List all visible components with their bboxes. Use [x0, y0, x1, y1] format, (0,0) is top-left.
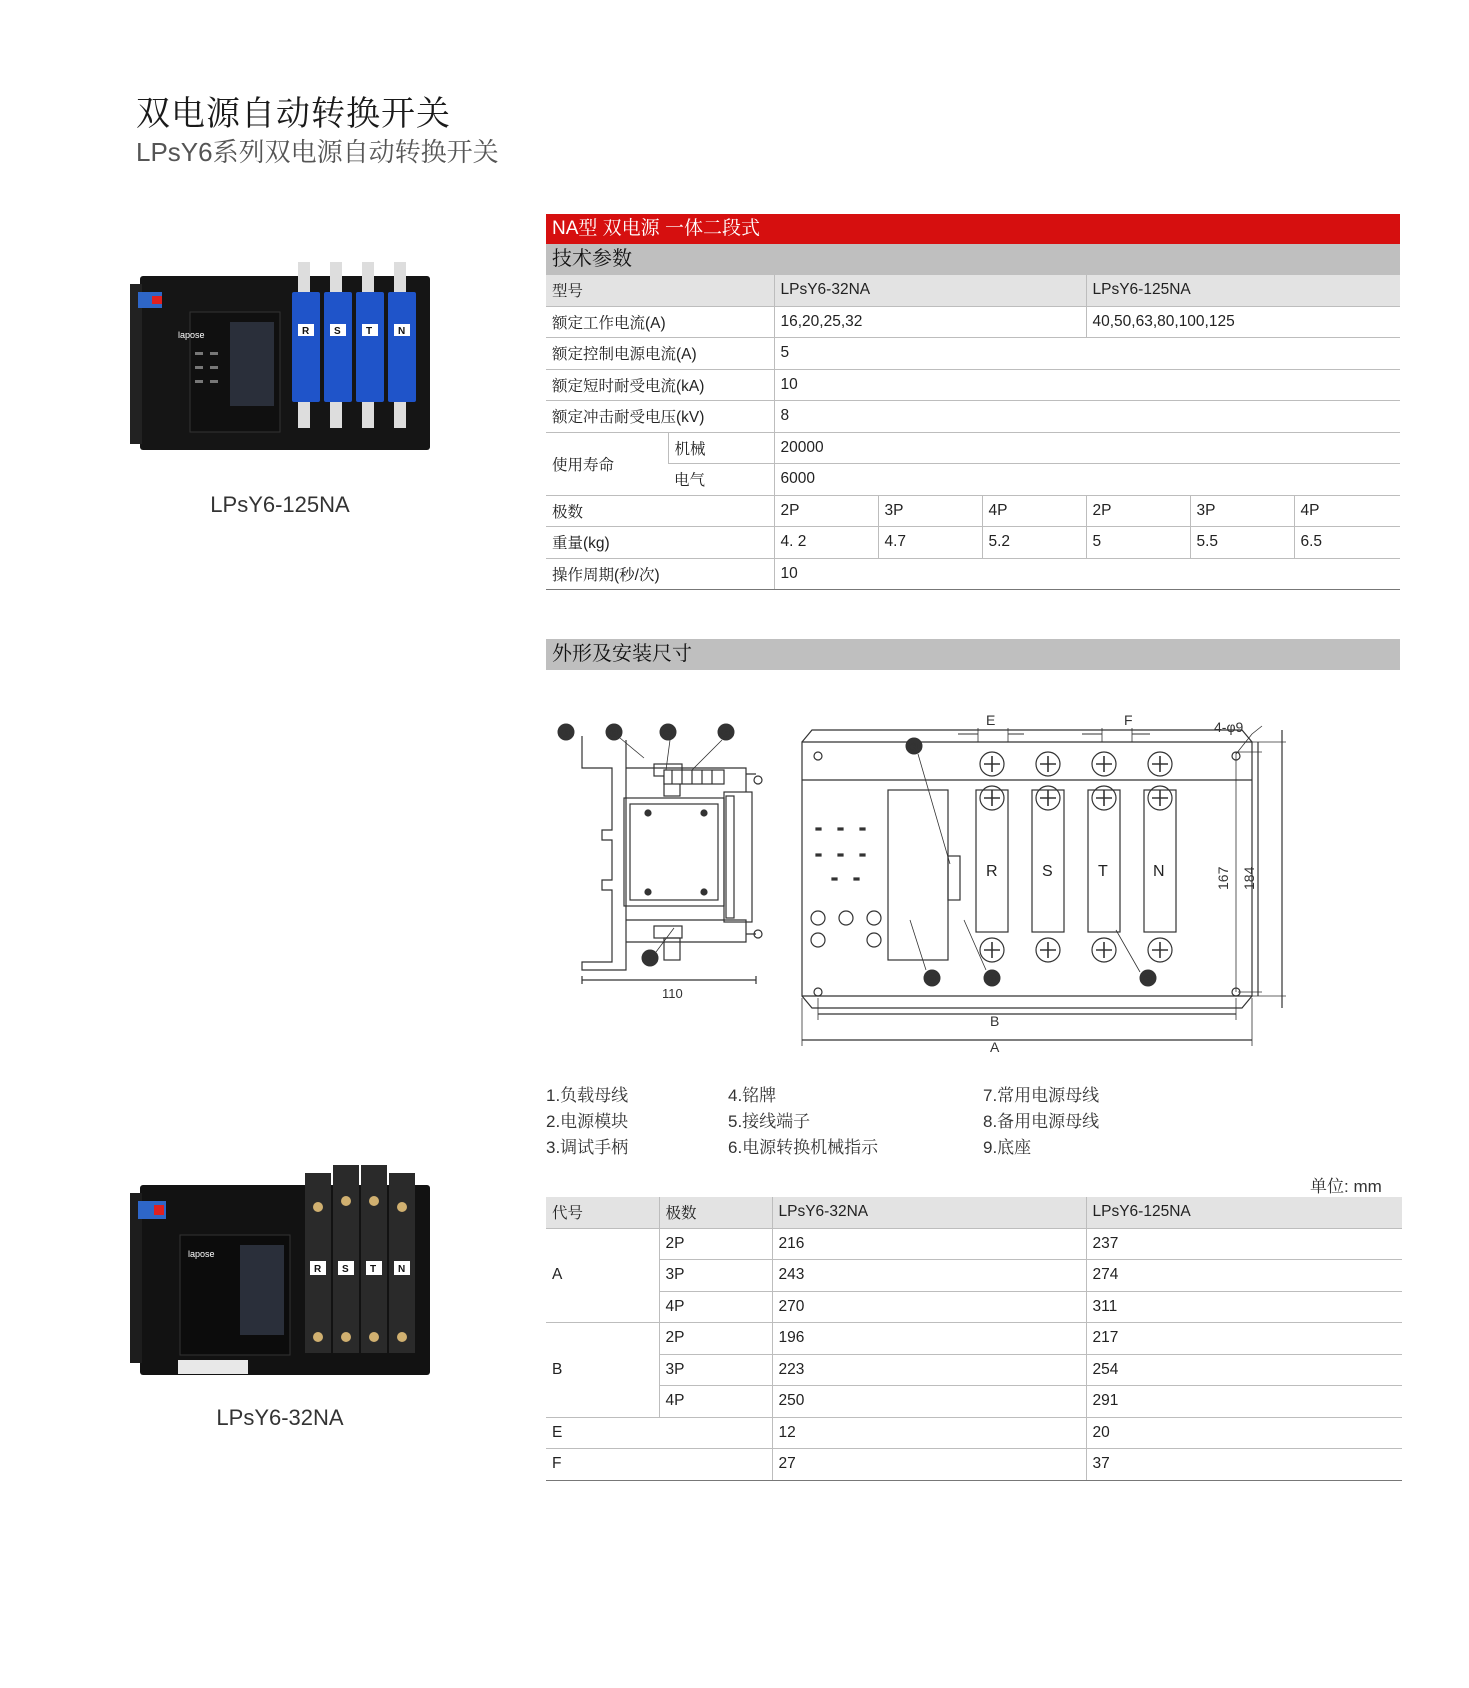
- spec-section-title: NA型 双电源 一体二段式: [546, 214, 1400, 244]
- dimension-table: [546, 1197, 1402, 1481]
- table-cell: 216: [772, 1228, 1086, 1260]
- table-cell: 311: [1086, 1291, 1402, 1323]
- callout-2: ②: [1143, 974, 1153, 986]
- callout-5: ⑤: [721, 728, 731, 740]
- table-row: [546, 495, 1400, 527]
- dim-f-label: F: [1124, 712, 1133, 728]
- front-pole-n: N: [1153, 863, 1165, 880]
- dims-section-title: 外形及安装尺寸: [546, 639, 1400, 670]
- table-row: [546, 1386, 1402, 1418]
- table-cell: 37: [1086, 1449, 1402, 1481]
- dim-b-label: B: [990, 1013, 1000, 1029]
- table-cell: 额定控制电源电流(A): [546, 338, 774, 370]
- table-header: LPsY6-32NA: [772, 1197, 1086, 1228]
- product-name: LPsY6-32NA: [216, 1405, 344, 1430]
- table-cell: 10: [774, 558, 1400, 590]
- dimension-drawing: [546, 680, 1406, 1070]
- table-header: 代号: [546, 1197, 659, 1228]
- legend-item: 9.底座: [983, 1138, 1032, 1157]
- table-cell: 16,20,25,32: [774, 306, 1086, 338]
- table-cell: E: [546, 1417, 772, 1449]
- table-cell: 极数: [546, 495, 774, 527]
- legend-item: 5.接线端子: [728, 1112, 811, 1131]
- table-cell: 5.5: [1190, 527, 1294, 559]
- table-cell: 8: [774, 401, 1400, 433]
- callout-6: ⑥: [987, 974, 997, 986]
- front-view: [802, 712, 1286, 1055]
- side-view: [558, 724, 762, 1001]
- pole-label-t: T: [370, 1264, 377, 1275]
- table-cell: F: [546, 1449, 772, 1481]
- dim-184-label: 184: [1241, 866, 1257, 890]
- table-cell: 2P: [774, 495, 878, 527]
- table-cell: 操作周期(秒/次): [546, 558, 774, 590]
- pole-label-s: S: [342, 1264, 349, 1275]
- page-subtitle: LPsY6系列双电源自动转换开关: [136, 137, 499, 167]
- table-row: [546, 1449, 1402, 1481]
- callout-9: ⑨: [561, 728, 571, 740]
- callout-7: ⑦: [663, 728, 673, 740]
- table-cell: 额定工作电流(A): [546, 306, 774, 338]
- table-row: [546, 1260, 1402, 1292]
- front-pole-r: R: [986, 863, 998, 880]
- product-card-32na: [130, 1165, 460, 1431]
- table-cell: 3P: [659, 1260, 772, 1292]
- table-cell: LPsY6-125NA: [1086, 275, 1400, 306]
- table-cell: LPsY6-32NA: [774, 275, 1086, 306]
- table-row: [546, 338, 1400, 370]
- table-row: [546, 527, 1400, 559]
- table-cell: 额定短时耐受电流(kA): [546, 369, 774, 401]
- table-cell: 2P: [659, 1323, 772, 1355]
- legend-item: 3.调试手柄: [546, 1138, 629, 1157]
- table-row: [546, 306, 1400, 338]
- table-cell: A: [546, 1228, 659, 1323]
- callout-1: ①: [645, 954, 655, 966]
- table-cell: 217: [1086, 1323, 1402, 1355]
- table-cell: 6.5: [1294, 527, 1400, 559]
- pole-label-n: N: [398, 1264, 406, 1275]
- table-cell: 270: [772, 1291, 1086, 1323]
- legend-item: 2.电源模块: [546, 1112, 629, 1131]
- callout-8: ⑧: [609, 728, 619, 740]
- callout-3: ③: [909, 742, 919, 754]
- front-pole-t: T: [1098, 863, 1108, 880]
- table-cell: 27: [772, 1449, 1086, 1481]
- table-row: [546, 401, 1400, 433]
- table-cell: 电气: [668, 464, 774, 496]
- table-cell: 4P: [659, 1386, 772, 1418]
- table-cell: 223: [772, 1354, 1086, 1386]
- table-cell: 10: [774, 369, 1400, 401]
- pole-label-n: N: [398, 326, 406, 337]
- table-cell: 2P: [659, 1228, 772, 1260]
- front-pole-s: S: [1042, 863, 1053, 880]
- table-cell: 5.2: [982, 527, 1086, 559]
- table-cell: 4.7: [878, 527, 982, 559]
- spec-section: [546, 214, 1400, 590]
- table-cell: 20: [1086, 1417, 1402, 1449]
- table-cell: 5: [774, 338, 1400, 370]
- table-row: [546, 1354, 1402, 1386]
- table-cell: 3P: [659, 1354, 772, 1386]
- table-cell: 274: [1086, 1260, 1402, 1292]
- product-photo-32na: [130, 1165, 450, 1385]
- table-cell: 243: [772, 1260, 1086, 1292]
- table-row: [546, 558, 1400, 590]
- table-cell: 4P: [982, 495, 1086, 527]
- hole-spec-label: 4-φ9: [1214, 719, 1244, 735]
- product-name: LPsY6-125NA: [210, 492, 350, 517]
- table-cell: 3P: [878, 495, 982, 527]
- table-cell: 237: [1086, 1228, 1402, 1260]
- table-cell: 12: [772, 1417, 1086, 1449]
- table-row: [546, 1291, 1402, 1323]
- table-cell: 3P: [1190, 495, 1294, 527]
- table-header: LPsY6-125NA: [1086, 1197, 1402, 1228]
- table-cell: 机械: [668, 432, 774, 464]
- dim-167-label: 167: [1215, 866, 1231, 890]
- dimension-table-wrap: [546, 1197, 1402, 1481]
- spec-table: [546, 275, 1400, 590]
- table-cell: 40,50,63,80,100,125: [1086, 306, 1400, 338]
- table-cell: 4P: [659, 1291, 772, 1323]
- pole-label-s: S: [334, 326, 341, 337]
- callout-4: ④: [927, 974, 937, 986]
- table-cell: 6000: [774, 464, 1400, 496]
- table-cell: 5: [1086, 527, 1190, 559]
- unit-label: 单位: mm: [1310, 1177, 1382, 1196]
- table-cell: 4P: [1294, 495, 1400, 527]
- legend-item: 1.负载母线: [546, 1086, 629, 1105]
- legend-item: 4.铭牌: [728, 1086, 777, 1105]
- table-row: [546, 275, 1400, 306]
- dim-e-label: E: [986, 712, 996, 728]
- table-row: [546, 1197, 1402, 1228]
- table-row: [546, 369, 1400, 401]
- table-cell: 291: [1086, 1386, 1402, 1418]
- table-cell: 重量(kg): [546, 527, 774, 559]
- pole-label-r: R: [302, 326, 310, 337]
- pole-label-t: T: [366, 326, 373, 337]
- table-row: [546, 1228, 1402, 1260]
- product-photo-125na: [130, 262, 450, 462]
- table-cell: 额定冲击耐受电压(kV): [546, 401, 774, 433]
- side-width-label: 110: [662, 986, 683, 1001]
- table-row: [546, 1417, 1402, 1449]
- legend-item: 6.电源转换机械指示: [728, 1138, 879, 1157]
- brand-logo: lapose: [188, 1249, 215, 1259]
- table-cell: B: [546, 1323, 659, 1418]
- table-row: [546, 432, 1400, 464]
- product-card-125na: [130, 262, 460, 518]
- table-cell: 250: [772, 1386, 1086, 1418]
- legend-item: 7.常用电源母线: [983, 1086, 1100, 1105]
- table-cell: 20000: [774, 432, 1400, 464]
- table-cell: 2P: [1086, 495, 1190, 527]
- table-cell: 4. 2: [774, 527, 878, 559]
- dim-a-label: A: [990, 1039, 1000, 1055]
- pole-label-r: R: [314, 1264, 322, 1275]
- legend-item: 8.备用电源母线: [983, 1112, 1100, 1131]
- table-cell: 254: [1086, 1354, 1402, 1386]
- table-row: [546, 464, 1400, 496]
- spec-subsection-title: 技术参数: [546, 244, 1400, 275]
- page-title: 双电源自动转换开关: [136, 95, 451, 133]
- table-header: 极数: [659, 1197, 772, 1228]
- table-cell: 型号: [546, 275, 774, 306]
- table-row: [546, 1323, 1402, 1355]
- table-cell: 使用寿命: [546, 432, 668, 495]
- table-cell: 196: [772, 1323, 1086, 1355]
- brand-logo: lapose: [178, 330, 205, 340]
